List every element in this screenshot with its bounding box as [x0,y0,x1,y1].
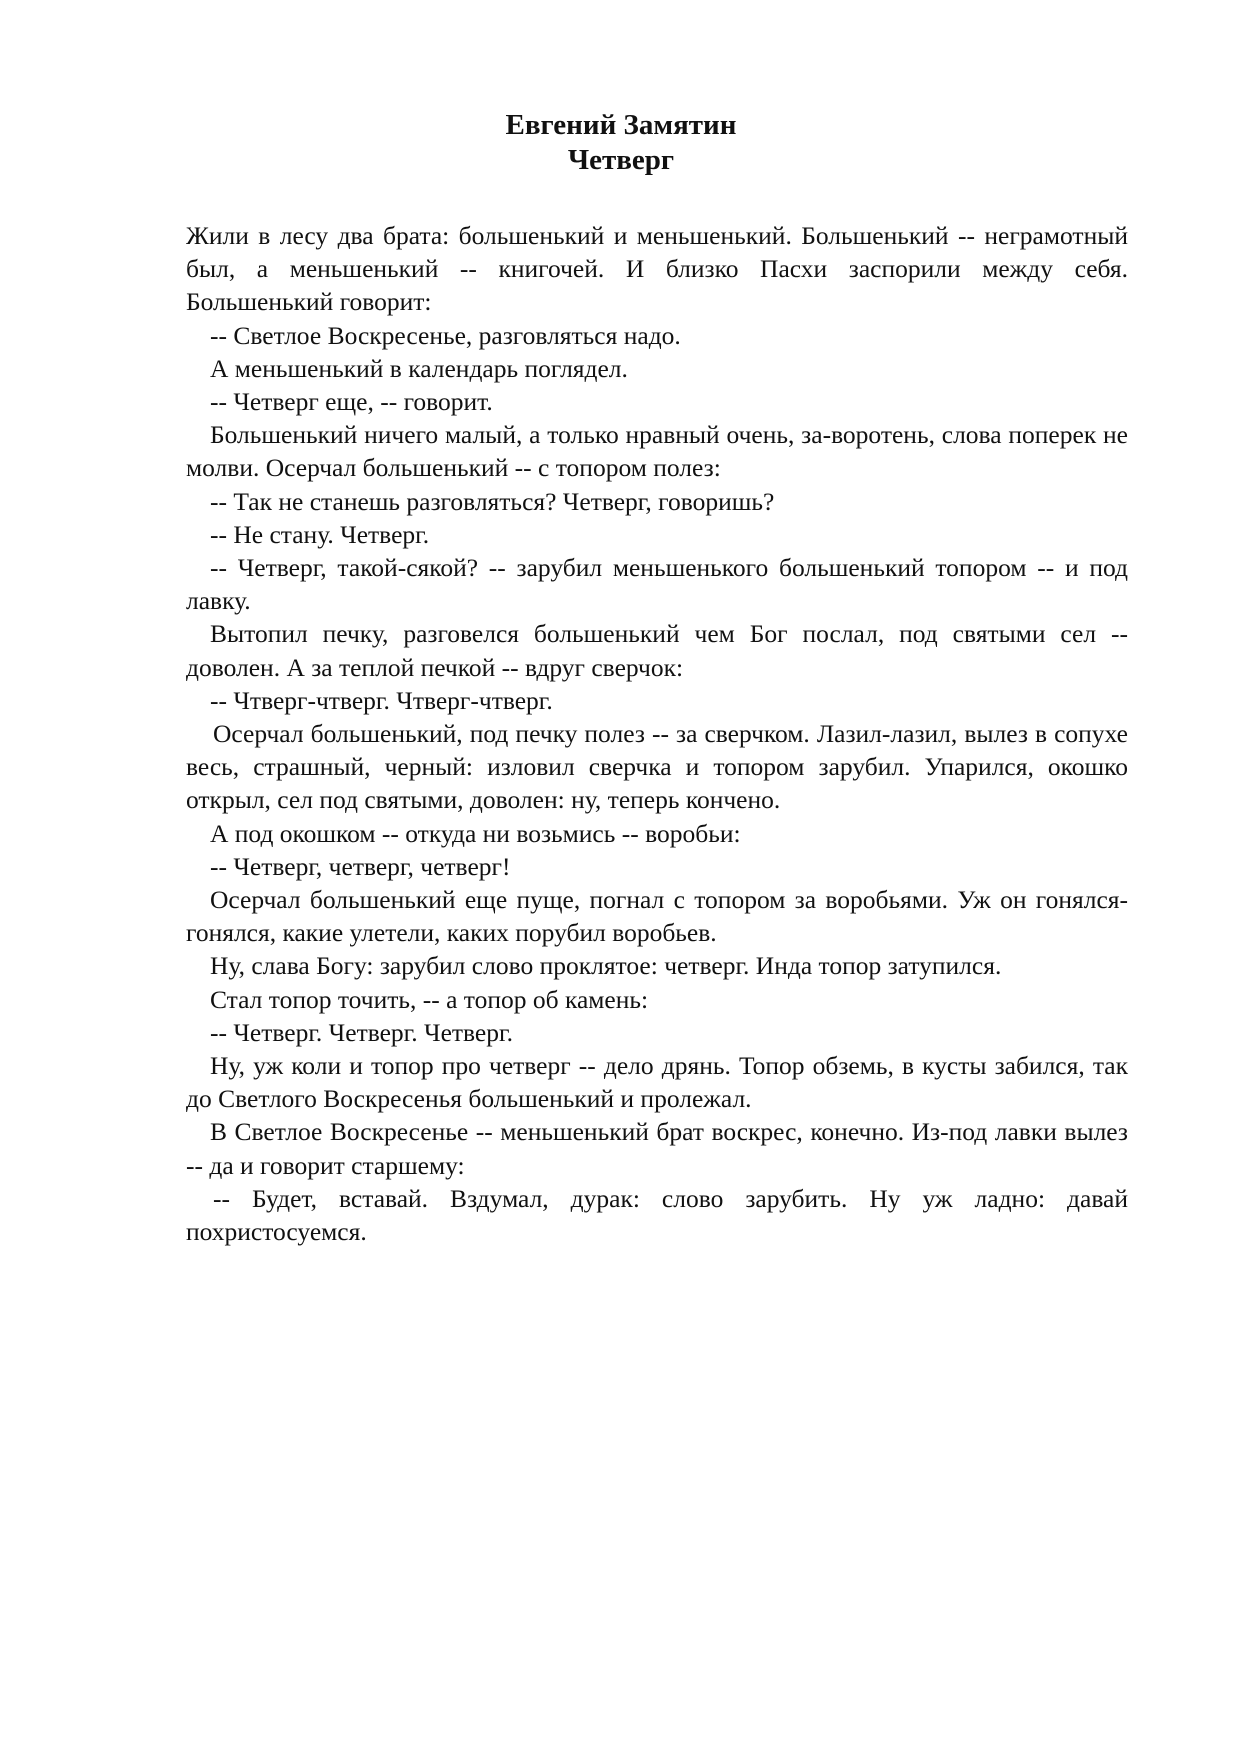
paragraph: В Светлое Воскресенье -- меньшенький брат воскрес, конечно. Из-под лавки вылез -- да и говорит старшему: [186,1117,1128,1180]
paragraph: -- Четверг, четверг, четверг! [210,851,511,881]
document-header [0,108,1242,178]
paragraph: Ну, слава Богу: зарубил слово проклятое: четверг. Инда топор затупился. [210,951,1002,981]
paragraph: Стал топор точить, -- а топор об камень: [210,984,649,1014]
paragraph: Ну, уж коли и топор про четверг -- дело дрянь. Топор обземь, в кусты забился, так до Светлого Воскресенья большенький и пролежал. [186,1051,1128,1114]
paragraph: -- Четверг еще, -- говорит. [210,387,493,417]
paragraph: -- Светлое Воскресенье, разговляться надо. [210,320,681,350]
paragraph: Осерчал большенький еще пуще, погнал с топором за воробьями. Уж он гонялся-гонялся, какие улетели, каких порубил воробьев. [186,885,1128,948]
paragraph: -- Не стану. Четверг. [210,519,430,549]
paragraph: -- Четверг, такой-сякой? -- зарубил меньшенького большенький топором -- и под лавку. [186,553,1128,616]
paragraph: Вытопил печку, разговелся большенький чем Бог послал, под святыми сел -- доволен. А за теплой печкой -- вдруг сверчок: [186,619,1128,682]
paragraph: Жили в лесу два брата: большенький и меньшенький. Большенький -- неграмотный был, а меньшенький -- книгочей. И близко Пасхи заспорили между себя. Большенький говорит: [186,221,1128,317]
paragraph: Осерчал большенький, под печку полез -- за сверчком. Лазил-лазил, вылез в сопухе весь, страшный, черный: изловил сверчка и топором зарубил. Упарился, окошко открыл, сел под святыми, доволен: ну, теперь кончено. [186,719,1128,815]
paragraph: А под окошком -- откуда ни возьмись -- воробьи: [210,818,741,848]
paragraph: Большенький ничего малый, а только нравный очень, за-воротень, слова поперек не молви. Осерчал большенький -- с топором полез: [186,420,1128,483]
story-body [186,219,1128,1248]
story-title: Четверг [567,144,675,176]
paragraph: -- Чтверг-чтверг. Чтверг-чтверг. [210,685,553,715]
author-name: Евгений Замятин [505,109,737,141]
paragraph: А меньшенький в календарь поглядел. [210,353,628,383]
paragraph: -- Будет, вставай. Вздумал, дурак: слово зарубить. Ну уж ладно: давай похристосуемся. [186,1183,1128,1247]
paragraph: -- Так не станешь разговляться? Четверг, говоришь? [210,486,775,516]
paragraph: -- Четверг. Четверг. Четверг. [210,1017,513,1047]
